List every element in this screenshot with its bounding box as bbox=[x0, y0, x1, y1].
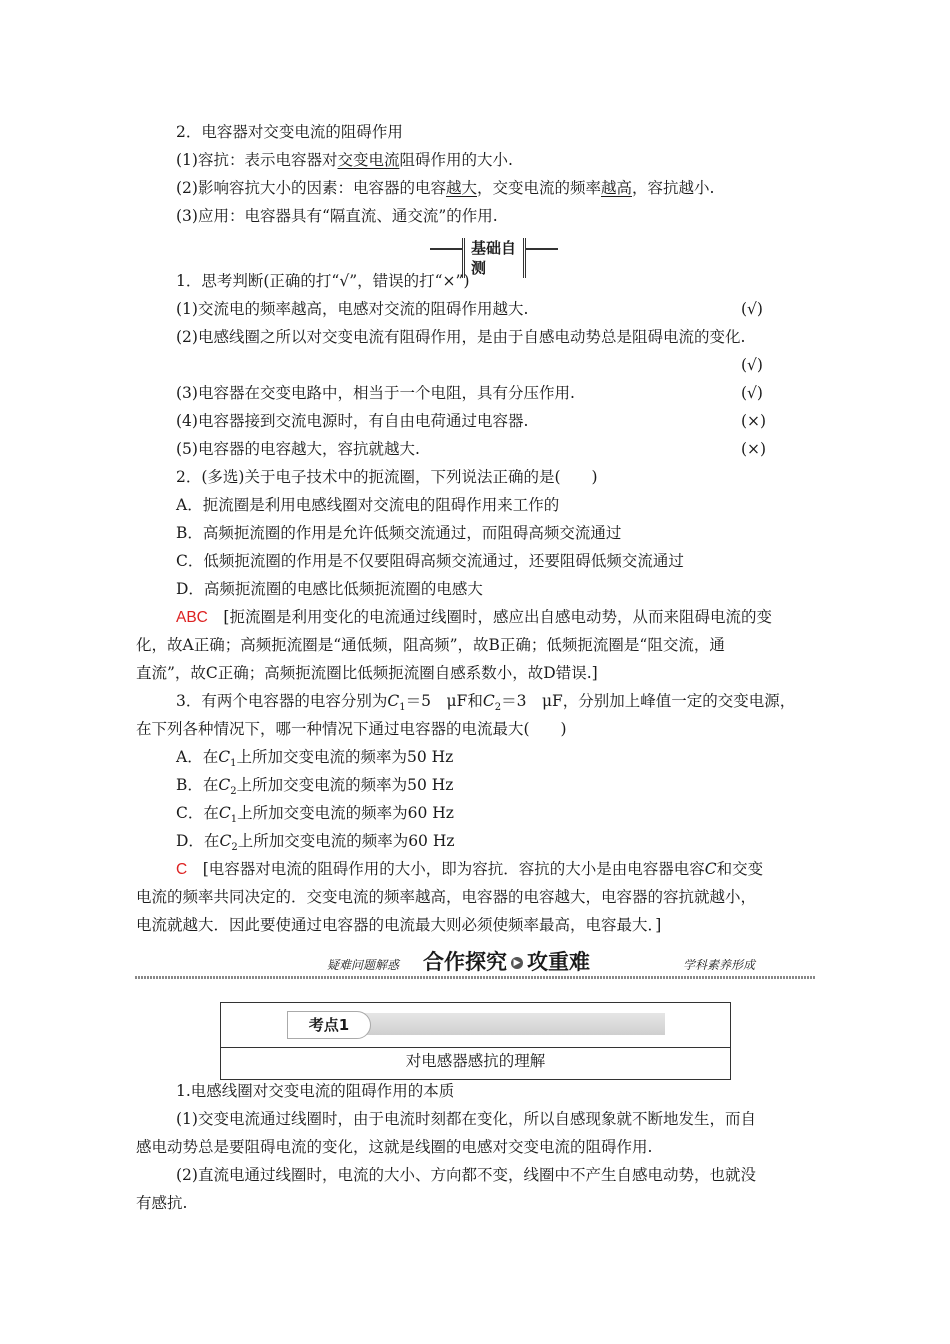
option-a: A．扼流圈是利用电感线圈对交流电的阻碍作用来工作的 bbox=[176, 496, 560, 514]
topic-divider bbox=[221, 1047, 730, 1048]
answer-explanation: 直流”，故C正确；高频扼流圈比低频扼流圈自感系数小，故D错误.] bbox=[136, 664, 598, 682]
question-stem: 3．有两个电容器的电容分别为$C_1=5$ μF和$C_2=3$ μF，分别加上峰值一定的交变电源， bbox=[176, 692, 796, 714]
judge-item: (2)电感线圈之所以对交变电流有阻碍作用，是由于自感电动势总是阻碍电流的变化. bbox=[176, 328, 746, 346]
answer-explanation: 化，故A正确；高频扼流圈是“通低频，阻高频”，故B正确；低频扼流圈是“阻交流，通 bbox=[136, 636, 725, 654]
banner-rule bbox=[135, 976, 815, 979]
paragraph: 感电动势总是要阻碍电流的变化，这就是线圈的电感对交变电流的阻碍作用. bbox=[136, 1138, 653, 1156]
underlined-term: 交变电流 bbox=[337, 151, 400, 169]
topic-box bbox=[220, 1002, 731, 1080]
paragraph: (3)应用：电容器具有“隔直流、通交流”的作用. bbox=[176, 207, 498, 225]
section-heading: 1.电感线圈对交变电流的阻碍作用的本质 bbox=[176, 1082, 455, 1100]
judge-item: (5)电容器的电容越大，容抗就越大. bbox=[176, 440, 420, 458]
judge-mark: (×) bbox=[741, 440, 767, 458]
option-a: A．在$C_1$上所加交变电流的频率为50 Hz bbox=[176, 748, 454, 770]
option-d: D．高频扼流圈的电感比低频扼流圈的电感大 bbox=[176, 580, 483, 598]
underlined-term: 越大 bbox=[445, 179, 477, 197]
paragraph: (2)影响容抗大小的因素：电容器的电容越大，交变电流的频率越高，容抗越小. bbox=[176, 179, 715, 197]
section-badge bbox=[430, 239, 558, 277]
topic-label: 考点1 bbox=[287, 1011, 371, 1039]
option-c: C．在$C_1$上所加交变电流的频率为60 Hz bbox=[176, 804, 454, 826]
judge-item: (4)电容器接到交流电源时，有自由电荷通过电容器. bbox=[176, 412, 529, 430]
question-stem: 在下列各种情况下，哪一种情况下通过电容器的电流最大( ) bbox=[136, 720, 567, 738]
option-c: C．低频扼流圈的作用是不仅要阻碍高频交流通过，还要阻碍低频交流通过 bbox=[176, 552, 684, 570]
paragraph: (1)容抗：表示电容器对交变电流阻碍作用的大小. bbox=[176, 151, 513, 169]
question-stem: 1．思考判断(正确的打“√”，错误的打“×”) bbox=[176, 272, 470, 290]
banner-title: 合作探究 ▶ 攻重难 bbox=[423, 950, 590, 974]
paragraph: (2)直流电通过线圈时，电流的大小、方向都不变，线圈中不产生自感电动势，也就没 bbox=[176, 1166, 756, 1184]
question-stem: 2．(多选)关于电子技术中的扼流圈，下列说法正确的是( ) bbox=[176, 468, 598, 486]
judge-mark: (√) bbox=[741, 384, 763, 402]
answer-explanation: C [电容器对电流的阻碍作用的大小，即为容抗．容抗的大小是由电容器电容C和交变 bbox=[176, 860, 764, 878]
answer-key: ABC bbox=[176, 609, 208, 626]
underlined-term: 越高 bbox=[601, 179, 633, 197]
judge-mark: (√) bbox=[741, 356, 763, 374]
option-b: B．高频扼流圈的作用是允许低频交流通过，而阻碍高频交流通过 bbox=[176, 524, 622, 542]
answer-explanation: 电流的频率共同决定的．交变电流的频率越高，电容器的电容越大，电容器的容抗就越小， bbox=[136, 888, 757, 906]
option-d: D．在$C_2$上所加交变电流的频率为60 Hz bbox=[176, 832, 455, 854]
answer-explanation: ABC [扼流圈是利用变化的电流通过线圈时，感应出自感电动势，从而来阻碍电流的变 bbox=[176, 608, 772, 626]
section-banner bbox=[135, 948, 815, 980]
answer-key: C bbox=[176, 861, 188, 878]
paragraph: (1)交变电流通过线圈时，由于电流时刻都在变化，所以自感现象就不断地发生，而自 bbox=[176, 1110, 756, 1128]
paragraph: 有感抗. bbox=[136, 1194, 188, 1212]
badge-label: 基础自测 bbox=[462, 238, 526, 278]
judge-item: (1)交流电的频率越高，电感对交流的阻碍作用越大. bbox=[176, 300, 529, 318]
banner-left-note: 疑难问题解惑 bbox=[327, 958, 400, 972]
judge-mark: (√) bbox=[741, 300, 763, 318]
section-heading: 2．电容器对交变电流的阻碍作用 bbox=[176, 123, 403, 141]
arrow-right-icon: ▶ bbox=[511, 957, 523, 969]
option-b: B．在$C_2$上所加交变电流的频率为50 Hz bbox=[176, 776, 454, 798]
banner-right-note: 学科素养形成 bbox=[683, 958, 756, 972]
judge-mark: (×) bbox=[741, 412, 767, 430]
answer-explanation: 电流就越大．因此要使通过电容器的电流最大则必须使频率最高，电容最大．] bbox=[136, 916, 662, 934]
judge-item: (3)电容器在交变电路中，相当于一个电阻，具有分压作用. bbox=[176, 384, 575, 402]
topic-subject: 对电感器感抗的理解 bbox=[405, 1052, 546, 1070]
